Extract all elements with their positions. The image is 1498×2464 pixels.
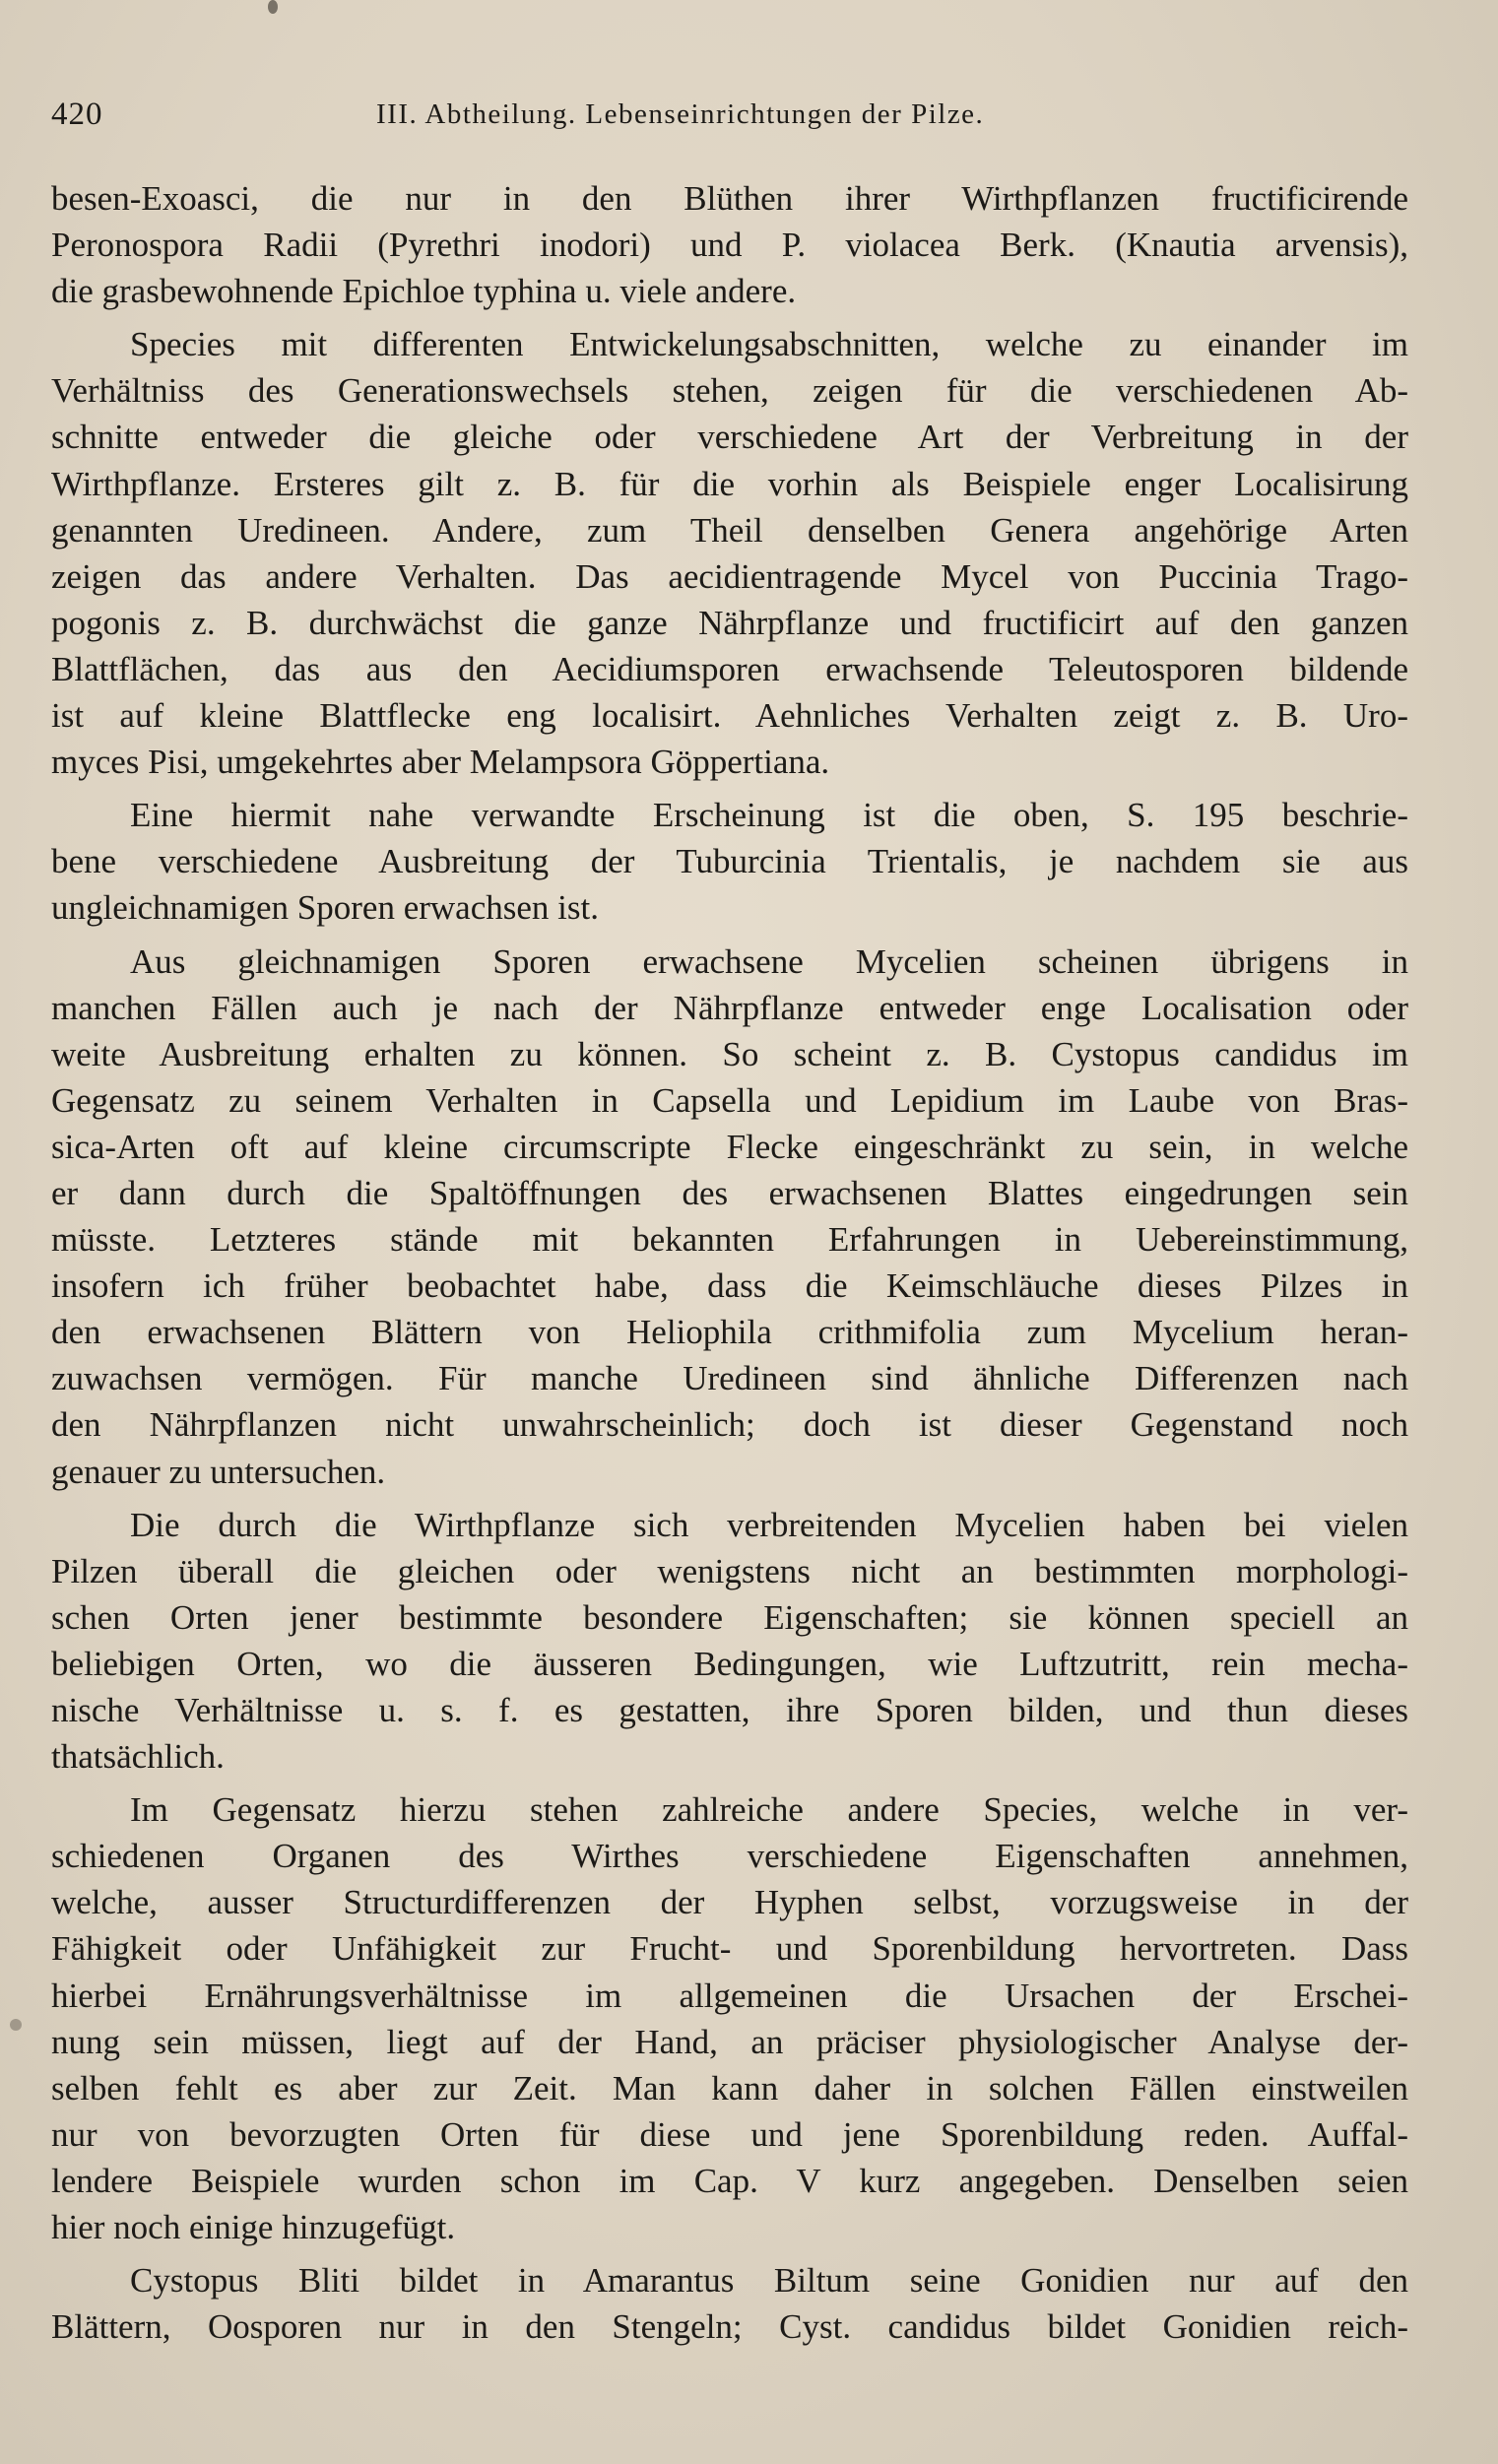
text-line: thatsächlich. (51, 1737, 225, 1777)
text-line: schnitte entweder die gleiche oder verschiedene Art der Verbreitung in der (51, 418, 1408, 457)
page-header (51, 97, 1410, 146)
text-line: Verhältniss des Generationswechsels stehen, zeigen für die verschiedenen Ab- (51, 371, 1408, 411)
paragraph (51, 175, 1408, 314)
text-line: besen-Exoasci, die nur in den Blüthen ihrer Wirthpflanzen fructificirende (51, 179, 1408, 218)
ink-spot-margin (10, 2019, 22, 2031)
text-line: schiedenen Organen des Wirthes verschiedene Eigenschaften annehmen, (51, 1837, 1408, 1876)
text-line: Die durch die Wirthpflanze sich verbreitenden Mycelien haben bei vielen (130, 1505, 1408, 1544)
text-line: ungleichnamigen Sporen erwachsen ist. (51, 888, 599, 928)
paragraph-gap (51, 932, 1408, 939)
paragraph-gap (51, 1780, 1408, 1786)
text-line: ist auf kleine Blattflecke eng localisirt. Aehnliches Verhalten zeigt z. B. Uro- (51, 696, 1408, 736)
text-line: beliebigen Orten, wo die äusseren Bedingungen, wie Luftzutritt, rein mecha- (51, 1644, 1408, 1683)
text-line: müsste. Letzteres stände mit bekannten Erfahrungen in Uebereinstimmung, (51, 1220, 1408, 1260)
text-line: Im Gegensatz hierzu stehen zahlreiche andere Species, welche in ver- (130, 1790, 1408, 1830)
text-line: manchen Fällen auch je nach der Nährpflanze entweder enge Localisation oder (51, 988, 1408, 1027)
text-line: Gegensatz zu seinem Verhalten in Capsella und Lepidium im Laube von Bras- (51, 1080, 1408, 1120)
text-line: welche, ausser Structurdifferenzen der Hyphen selbst, vorzugsweise in der (51, 1883, 1408, 1922)
text-line: weite Ausbreitung erhalten zu können. So scheint z. B. Cystopus candidus im (51, 1034, 1408, 1073)
paragraph (51, 939, 1408, 1495)
paragraph-gap (51, 314, 1408, 321)
text-line: den erwachsenen Blättern von Heliophila crithmifolia zum Mycelium heran- (51, 1313, 1408, 1352)
text-line: Aus gleichnamigen Sporen erwachsene Mycelien scheinen übrigens in (130, 941, 1408, 981)
paragraph (51, 792, 1408, 931)
running-title: III. Abtheilung. Lebenseinrichtungen der Pilze. (376, 98, 985, 130)
ink-spot-top (268, 0, 278, 14)
text-line: hierbei Ernährungsverhältnisse im allgemeinen die Ursachen der Erschei- (51, 1976, 1408, 2015)
text-line: genauer zu untersuchen. (51, 1452, 386, 1491)
text-line: Cystopus Bliti bildet in Amarantus Biltum seine Gonidien nur auf den (130, 2261, 1408, 2301)
page-number: 420 (51, 97, 103, 132)
text-line: Blattflächen, das aus den Aecidiumsporen erwachsende Teleutosporen bildende (51, 649, 1408, 688)
text-line: selben fehlt es aber zur Zeit. Man kann daher in solchen Fällen einstweilen (51, 2068, 1408, 2107)
text-line: genannten Uredineen. Andere, zum Theil denselben Genera angehörige Arten (51, 510, 1408, 550)
text-line: er dann durch die Spaltöffnungen des erwachsenen Blattes eingedrungen sein (51, 1173, 1408, 1212)
text-line: nische Verhältnisse u. s. f. es gestatten, ihre Sporen bilden, und thun dieses (51, 1691, 1408, 1729)
text-line: schen Orten jener bestimmte besondere Eigenschaften; sie können speciell an (51, 1597, 1408, 1637)
paragraph-gap (51, 785, 1408, 792)
text-line: Peronospora Radii (Pyrethri inodori) und P. violacea Berk. (Knautia arvensis), (51, 226, 1408, 265)
text-line: zeigen das andere Verhalten. Das aecidientragende Mycel von Puccinia Trago- (51, 556, 1408, 596)
paragraph (51, 1786, 1408, 2250)
text-line: nung sein müssen, liegt auf der Hand, an präciser physiologischer Analyse der- (51, 2022, 1408, 2061)
paragraph-gap (51, 1495, 1408, 1502)
text-line: myces Pisi, umgekehrtes aber Melampsora Göppertiana. (51, 743, 830, 782)
text-line: lendere Beispiele wurden schon im Cap. V kurz angegeben. Denselben seien (51, 2161, 1408, 2200)
text-line: nur von bevorzugten Orten für diese und jene Sporenbildung reden. Auffal- (51, 2114, 1408, 2154)
text-line: bene verschiedene Ausbreitung der Tuburcinia Trientalis, je nachdem sie aus (51, 842, 1408, 881)
text-line: insofern ich früher beobachtet habe, dass die Keimschläuche dieses Pilzes in (51, 1266, 1408, 1306)
text-line: Species mit differenten Entwickelungsabschnitten, welche zu einander im (130, 325, 1408, 364)
text-line: pogonis z. B. durchwächst die ganze Nährpflanze und fructificirt auf den ganzen (51, 603, 1408, 642)
text-line: die grasbewohnende Epichloe typhina u. viele andere. (51, 272, 797, 311)
text-line: Fähigkeit oder Unfähigkeit zur Frucht- und Sporenbildung hervortreten. Dass (51, 1929, 1408, 1969)
text-line: Pilzen überall die gleichen oder wenigstens nicht an bestimmten morphologi- (51, 1551, 1408, 1590)
paragraph-gap (51, 2250, 1408, 2257)
text-line: Eine hiermit nahe verwandte Erscheinung ist die oben, S. 195 beschrie- (130, 796, 1408, 835)
text-line: sica-Arten oft auf kleine circumscripte Flecke eingeschränkt zu sein, in welche (51, 1127, 1408, 1166)
text-line: hier noch einige hinzugefügt. (51, 2208, 456, 2247)
paragraph (51, 321, 1408, 785)
body-text (51, 175, 1408, 2350)
text-line: Wirthpflanze. Ersteres gilt z. B. für die vorhin als Beispiele enger Localisirung (51, 464, 1408, 503)
text-line: zuwachsen vermögen. Für manche Uredineen sind ähnliche Differenzen nach (51, 1359, 1408, 1398)
text-line: den Nährpflanzen nicht unwahrscheinlich; doch ist dieser Gegenstand noch (51, 1405, 1408, 1445)
text-line: Blättern, Oosporen nur in den Stengeln; Cyst. candidus bildet Gonidien reich- (51, 2307, 1408, 2347)
paragraph (51, 1502, 1408, 1781)
paragraph (51, 2257, 1408, 2350)
